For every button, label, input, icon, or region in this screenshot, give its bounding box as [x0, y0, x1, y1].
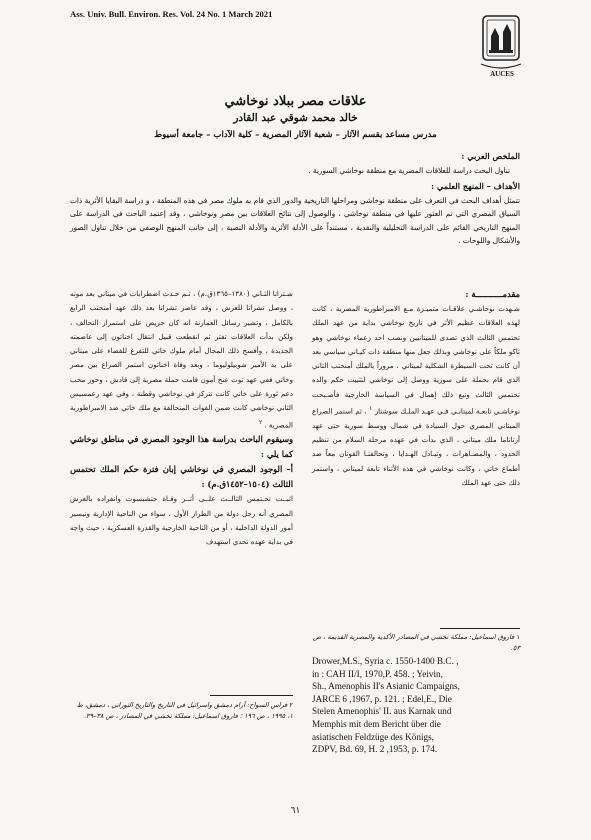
- objectives-text: تتمثل أهداف البحث في التعرف على منطقة نوخاشي ومراحلها التاريخية والدور الذي قام به ملوك مصر في هذه المنطقة ، و دراسة البقايا الأثرية ذات السياق المصري التي تم العثور عليها في منطقة نوخاشي ، والوصول إلى نتائج العلاقات بين مصر ونوخاشي ، وقد إعتمد الباحث في الدراسة على المنهج التاريخي القائم على الدراسة التحليلية والنقدية ، مستنداً على الأدلة الأثرية والأدلة النصية ، إلى جانب المنهج الوصفي من خلال تناول الصور والأشكال واللوحات .: [70, 195, 520, 246]
- abstract-heading: الملخص العربي :: [461, 151, 520, 161]
- university-seal-icon: [477, 14, 525, 74]
- abstract-text: تناول البحث دراسة للعلاقات المصرية مع منطقة نوخاشي السورية .: [308, 165, 510, 175]
- journal-header: Ass. Univ. Bull. Environ. Res. Vol. 24 No. 1 March 2021: [70, 9, 273, 19]
- introduction-text: شـهدت نوخاشـي علاقـات متميـزة مـع الامبراطورية المصرية ، كانت لهذه العلاقات عظيم الأثر في تاريخ نوخاشي بداية من عهد الملك تحتمس الثالث الذي تصدى للميتانيين ونصب احد زعماء نوخاشي وهو تاكو ملكاً على نوخاشي وبذلك جعل منها منطقة ذات كيـاني سياسي بعد أن كانت تحت السيطرة الشكلية لميتاني ، مروراً بالملك أمنحتب الثاني الذي قام بحملة على سورية ووصل إلى نوخاشي لتثبيت حكم والده تحتمس الثالث وتبع ذلك إهمال في السياسة الخارجية فأصـبحت نوخاشـي تابعـة لميتانـي فـي عهـد الملـك سوشتار $^١$ ، ثم استمر الصراع الميتاني المصري حول السيادة في شمال ووسط سورية حتى عهد أرتاتاما ملك ميتاني ، الذي بدأت في عهده مرحلة السلام من تنظيم الحدود ، والمصـاهرات ، وتبـادل الهـدايا ، وتحالفتـا القوتان معاً ضد أطماع خاتي ، وكانت نوخاشي في هذه الأثناء تابعة لميتاني ، واستمر ذلك حتى عهد الملك: [312, 304, 520, 487]
- footnote-2: ٢ فراس السواح: آرام دمشق واسرائيل في التاريخ والتاريخ التوراتي ، دمشق، ط ١، ١٩٩٥ ، ص ١٩٦ ؛ فاروق اسماعيل: مملكة نخشي في المصادر ، ص ٣٨–٣٩.: [76, 701, 293, 720]
- author-affiliation: مدرس مساعد بقسم الآثار – شعبة الآثار المصرية – كلية الآداب – جامعة أسيوط: [154, 130, 437, 140]
- footnote-1: ١ فاروق اسماعيل: مملكة نخشي في المصادر الأكدية والمصرية القديمة ، ص ٥٣.: [313, 633, 520, 652]
- left-column: [70, 287, 293, 550]
- right-column: [312, 287, 520, 490]
- page-number: ٦١: [290, 806, 301, 816]
- paper-title: علاقات مصر ببلاد نوخاشي: [224, 94, 367, 109]
- objectives-heading: الأهداف – المنهج العلمي :: [431, 181, 520, 191]
- footnote-1-references: Drower,M.S., Syria c. 1550-1400 B.C. , in : CAH II/I, 1970,P. 458. ; Yeivin, Sh., Amenophis II's Asianic Campaigns, JARCE 6 ,1967, p. 121. ; Edel,E., Die Stelen Amenophis' II. aus Karnak und Memphis mit dem Bericht über die asiatischen Feldzüge des Königs, ZDPV, Bd. 69, H. 2 ,1953, p. 174.: [312, 656, 460, 755]
- author-name: خالد محمد شوقي عبد القادر: [233, 112, 358, 124]
- left-text: شـتراتا الثـاني (١٣٨٠–١٣٦٥ق.م) ، ثـم حـدث اضطرابات في ميتاني بعد موته ، ووصل تشراتا للعرش ، وقد عاصر تشراتا بعد ذلك عهد أمنحتب الرابع بالكامل ، وتشير رسائل العمارنة انه كان حريص على استمرار التحالف ، ولكن بدأت العلاقات تفتر ثم انقطعت قبيل انتقال اخناتون إلى عاصمته الجديدة ، وأفسح ذلك المجال أمام ملوك خاتي للتفرغ للقضاء على ميتاني على يد الأمير شوبيلوليوما ، وبعد وفاة اخناتون استمر الصراع بين مصر وخاتي ففي عهد توت عنخ آمون قامت حملة مصرية إلى قادش ، وحور محب دعم ثورة على خاتي كانت تتركز في نوخاشي وقطنة ، وفي عهد رعمسيس الثاني نوخاشي كانت ضمن القوات المتحالفة مع ملك خاتي ضد الامبراطورية المصرية . $^٢$: [70, 289, 293, 430]
- footnote-ref-2: ٢: [258, 419, 263, 426]
- section-a-heading: أ– الوجود المصري في نوخاشي إبان فترة حكم الملك تحتمس الثالث (١٥٠٤–١٤٥٢ق.م) :: [70, 464, 293, 490]
- objectives-section: [70, 180, 520, 248]
- footnote-rule-right: [440, 628, 520, 629]
- footnote-ref-1: ١: [369, 406, 373, 413]
- footnote-rule-left: [210, 695, 293, 696]
- study-intro: وسيقوم الباحث بدراسة هذا الوجود المصري في مناطق نوخاشي كما يلي :: [70, 434, 293, 460]
- introduction-heading: مقدمـــــــــــة :: [465, 289, 520, 299]
- section-a-text: اثبــت تحـتمس الثالــث علــى أثــر وفـاة حتشبسوت وانفراده بالعرش المصري أنه رجل دولة من الطراز الأول ، سواء من الناحية الإدارية وتيسير أمور الدولة الداخلية ، أو من الناحية الخارجية والقدرة العسكرية ، حيث واجه في بداية عهده تحدي استهدف: [70, 494, 293, 547]
- abstract-section: [70, 150, 520, 177]
- logo-caption: AUCES: [490, 70, 514, 78]
